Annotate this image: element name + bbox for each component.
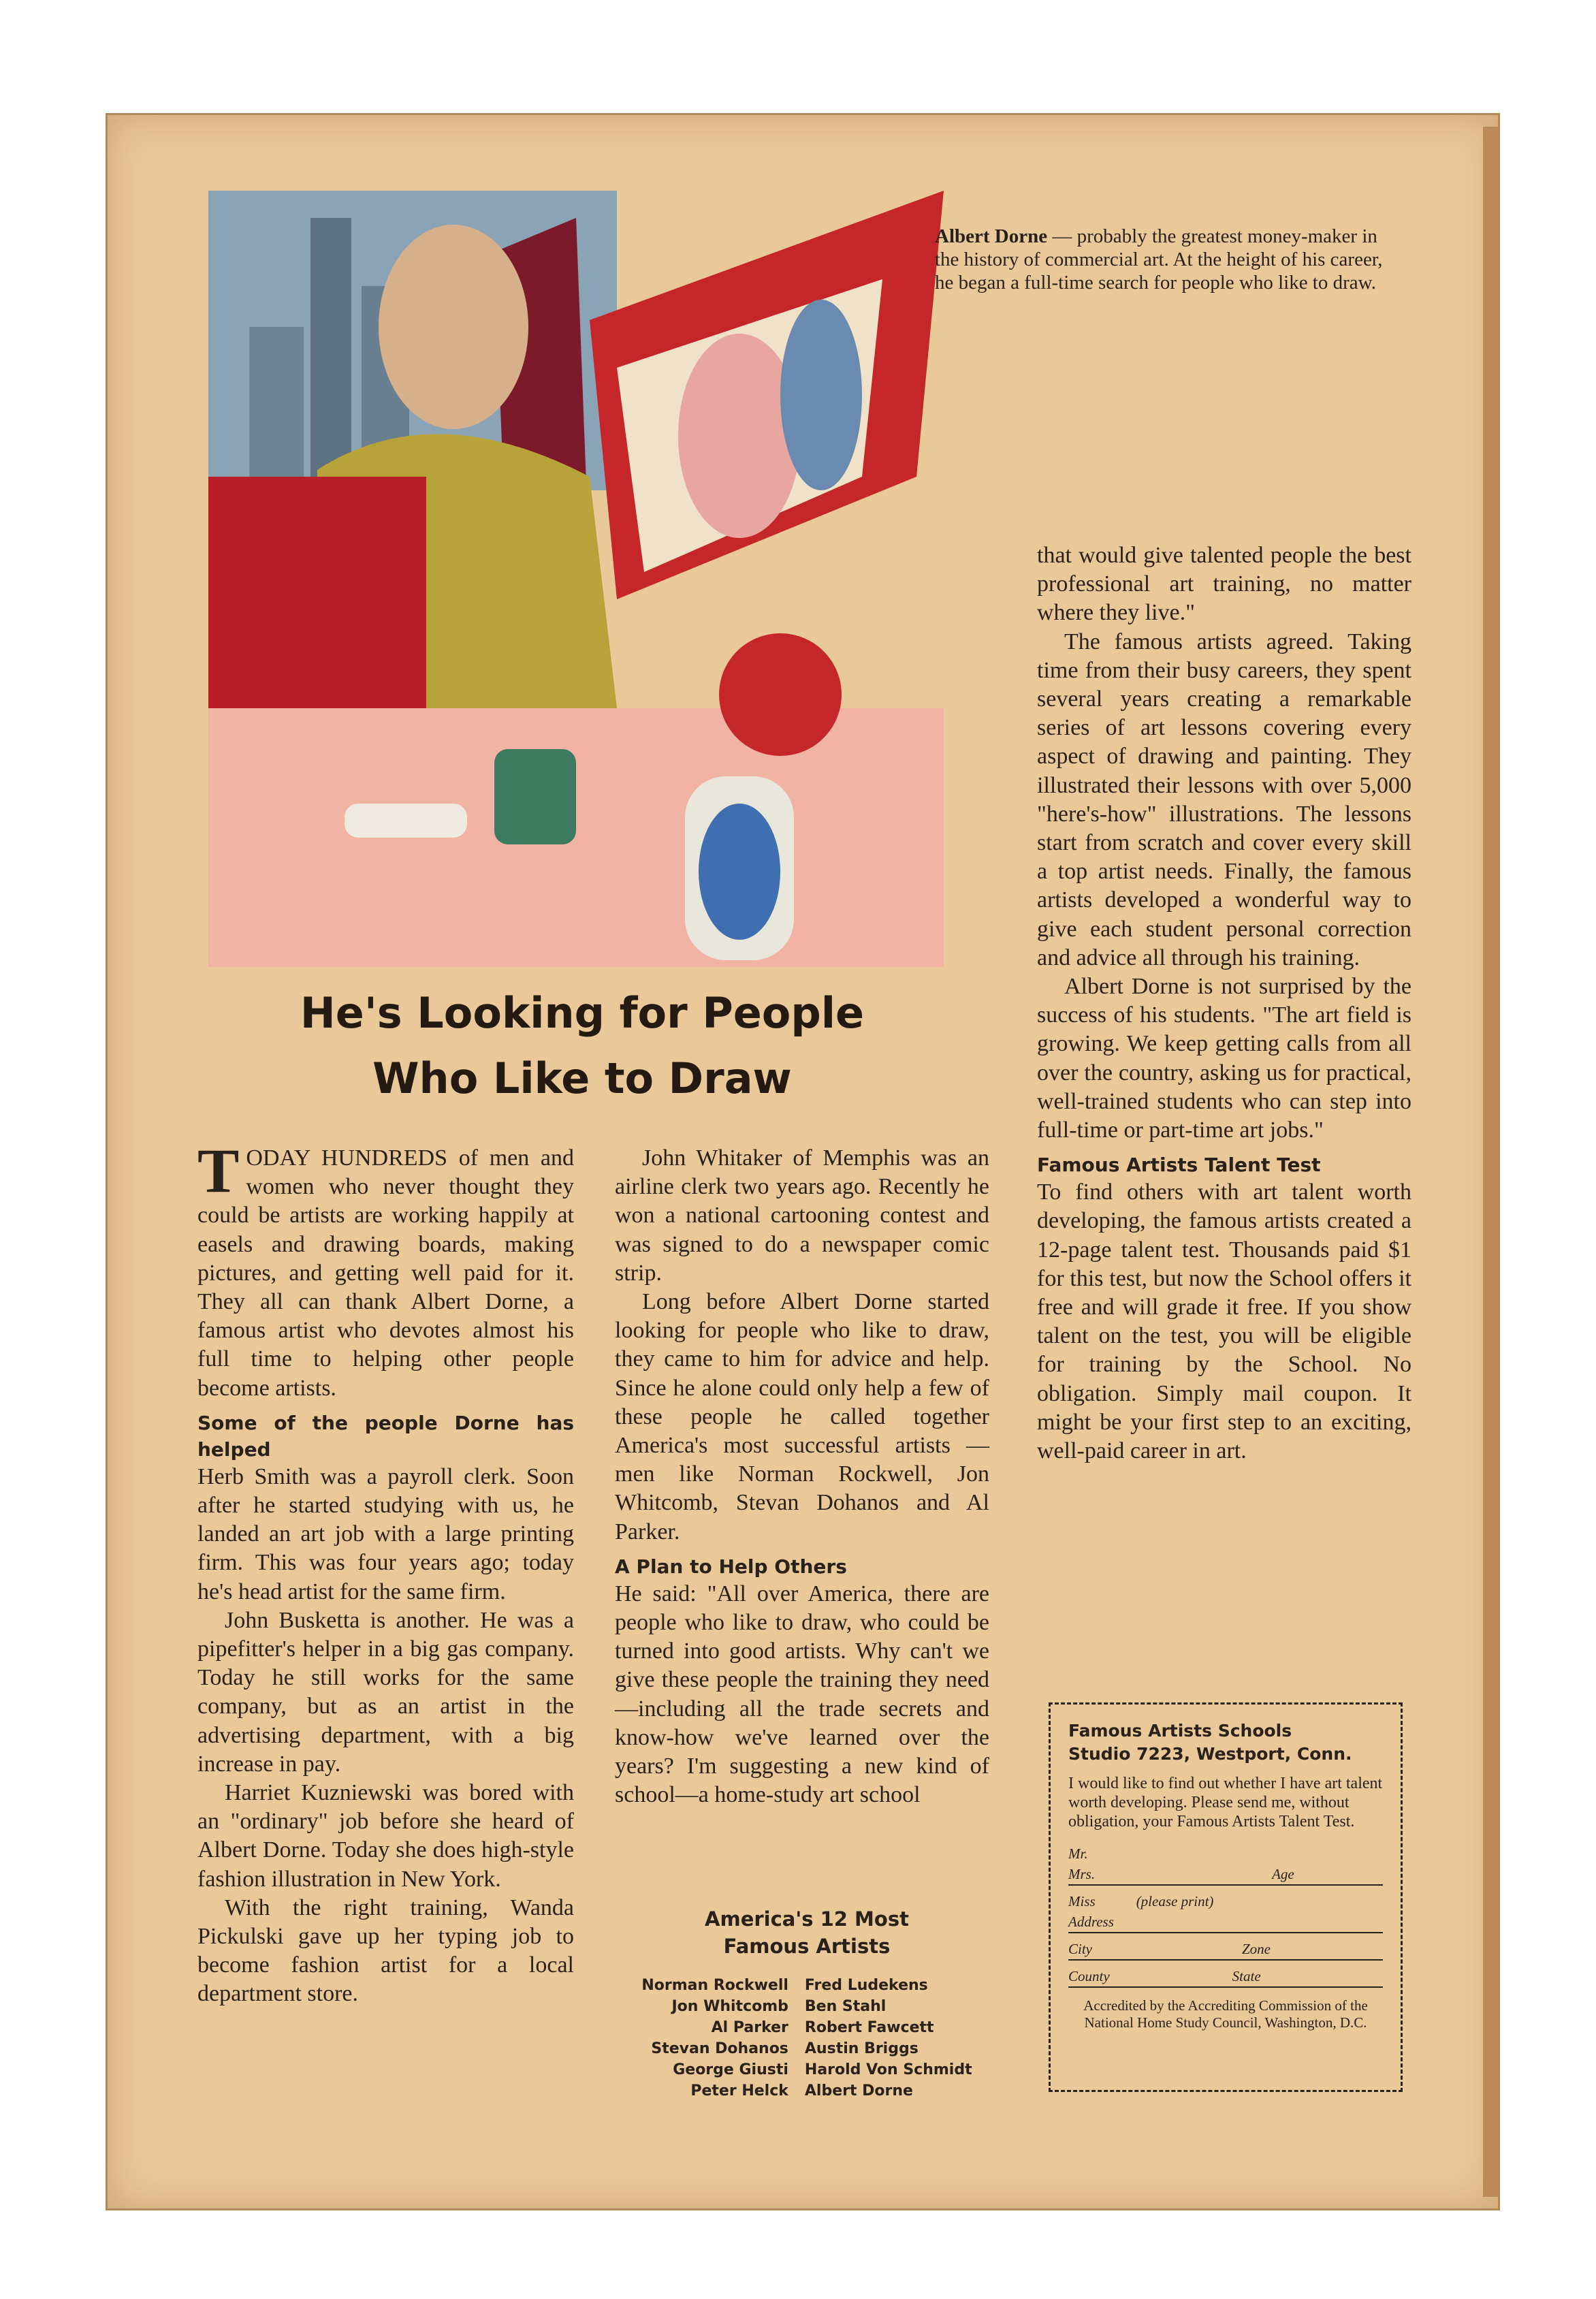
subhead-talent-test: Famous Artists Talent Test [1037,1154,1321,1177]
page-spine [1483,127,1498,2197]
label-mrs: Mrs. [1068,1866,1096,1882]
label-miss: Miss [1068,1893,1096,1909]
subhead-plan: A Plan to Help Others [615,1555,847,1578]
artist-name: Albert Dorne [804,2082,913,2099]
intro-text: of men and women who never thought they could be artists are working happily at easels and drawing boards, making pictures, and getting well paid for it. They all can thank Albert Dorne, a famous artist who devotes almost his full time to helping other people become artists. [197,1145,575,1401]
paragraph-talent-test: To find others with art talent worth developing, the famous artists created a 12-page talent test. Thousands paid $1 for this test, but now the School offers it free and will grade it free. If you show talent on the test, you will be eligible for training by the School. No obligation. Simply mail coupon. It might be your first step to an exciting, well-paid career in art. [1037,1179,1411,1464]
artist-name: Norman Rockwell [641,1977,788,1994]
drop-cap: T [197,1136,240,1205]
field-mr: Mr. [1068,1845,1088,1862]
mail-coupon [1049,1702,1403,2092]
artist-name: Harold Von Schmidt [804,2061,972,2078]
famous-title-1: America's 12 Most [705,1907,909,1931]
artist-name: Fred Ludekens [804,1977,928,1994]
subhead-people-helped: Some of the people Dorne has helped [197,1411,574,1461]
label-state: State [1232,1968,1261,1984]
artist-name: Jon Whitcomb [671,1998,788,2015]
label-city: City [1068,1941,1092,1957]
label-please-print: (please print) [1136,1893,1214,1909]
caption-name: Albert Dorne [935,225,1048,247]
paragraph-he-said: He said: "All over America, there are people who like to draw, who could be turned into good artists. Why can't we give these people the training they need—including all the trade secrets and know-how we've learned over the years? I'm suggesting a new kind of school—a home-study art school [615,1581,989,1808]
paragraph-long-before: Long before Albert Dorne started looking for people who like to draw, they came to him for advice and help. Since he alone could only help a few of these people he called together America's most successful artists —men like Norman Rockwell, Jon Whitcomb, Stevan Dohanos and Al Parker. [615,1289,989,1544]
famous-artists-box [609,1905,1004,2102]
field-miss [1068,1891,1383,1912]
caption-text: — probably the greatest money-maker in the history of commercial art. At the height of his career, he began a full-time search for people who like to draw. [935,225,1383,294]
coupon-studio: Studio 7223, Westport, Conn. [1068,1744,1352,1764]
label-age: Age [1272,1866,1294,1882]
article-column-2 [615,1144,989,1809]
illustration-albert-dorne-painting [208,191,944,967]
paragraph-artists-agreed: The famous artists agreed. Taking time from their busy careers, they spent several years creating a remarkable series of art lessons covering every aspect of drawing and painting. They illustrated their lessons with over 5,000 "here's-how" illustrations. The lessons start from scratch and cover every skill a top artist needs. Finally, the famous artists developed a wonderful way to give each student personal correction and advice all through his training. [1037,629,1411,970]
article-column-3 [1037,541,1411,1465]
artist-name: Al Parker [711,2019,788,2036]
article-column-1 [197,1136,575,2009]
paragraph-wanda-pickulski: With the right training, Wanda Pickulski gave up her typing job to become fashion artist for a local department store. [197,1894,574,2007]
field-county-state [1068,1966,1383,1988]
coupon-fields [1068,1843,1383,1988]
artist-name: Stevan Dohanos [651,2040,788,2057]
field-city-zone [1068,1939,1383,1961]
artist-name: George Giusti [673,2061,788,2078]
famous-title-2: Famous Artists [723,1935,891,1958]
label-county: County [1068,1968,1110,1984]
paragraph-john-whitaker: John Whitaker of Memphis was an airline clerk two years ago. Recently he won a national cartooning contest and was signed to do a newspaper comic strip. [615,1145,989,1286]
illustration-caption [935,225,1384,294]
paragraph-john-busketta: John Busketta is another. He was a pipefitter's helper in a big gas company. Today he still works for the same company, but as an artist in the advertising department, with a big increase in pay. [197,1607,574,1777]
headline [204,981,960,1111]
headline-line-2: Who Like to Draw [372,1053,792,1103]
intro-smallcaps: ODAY HUNDREDS [246,1145,448,1171]
artist-names-left [641,1975,788,2102]
paragraph-continuation: that would give talented people the best professional art training, no matter where they live." [1037,543,1411,626]
coupon-accredited: Accredited by the Accrediting Commission of the National Home Study Council, Washington, D.C. [1083,1997,1368,2031]
artist-name: Ben Stahl [804,1998,887,2015]
paragraph-harriet-kuzniewski: Harriet Kuzniewski was bored with an "ordinary" job before she heard of Albert Dorne. Today she does high-style fashion illustration in New York. [197,1780,574,1892]
paragraph-herb-smith: Herb Smith was a payroll clerk. Soon after he started studying with us, he landed an art job with a large printing firm. This was four years ago; today he's head artist for the same firm. [197,1463,574,1604]
headline-line-1: He's Looking for People [300,988,865,1038]
artist-name: Peter Helck [690,2082,788,2099]
coupon-body: I would like to find out whether I have art talent worth developing. Please send me, without obligation, your Famous Artists Talent Test. [1068,1775,1383,1830]
artist-name: Austin Briggs [804,2040,919,2057]
field-address: Address [1068,1912,1383,1933]
paragraph-not-surprised: Albert Dorne is not surprised by the success of his students. "The art field is growing. We keep getting calls from all over the country, asking us for practical, well-trained students who can step into full-time or part-time art jobs." [1037,974,1411,1143]
artist-name: Robert Fawcett [804,2019,934,2036]
label-zone: Zone [1242,1941,1271,1957]
coupon-school: Famous Artists Schools [1068,1721,1292,1741]
intro-paragraph [197,1136,575,1403]
field-mrs-age [1068,1864,1383,1886]
artist-names [609,1975,1004,2102]
artist-names-right [805,1975,972,2102]
